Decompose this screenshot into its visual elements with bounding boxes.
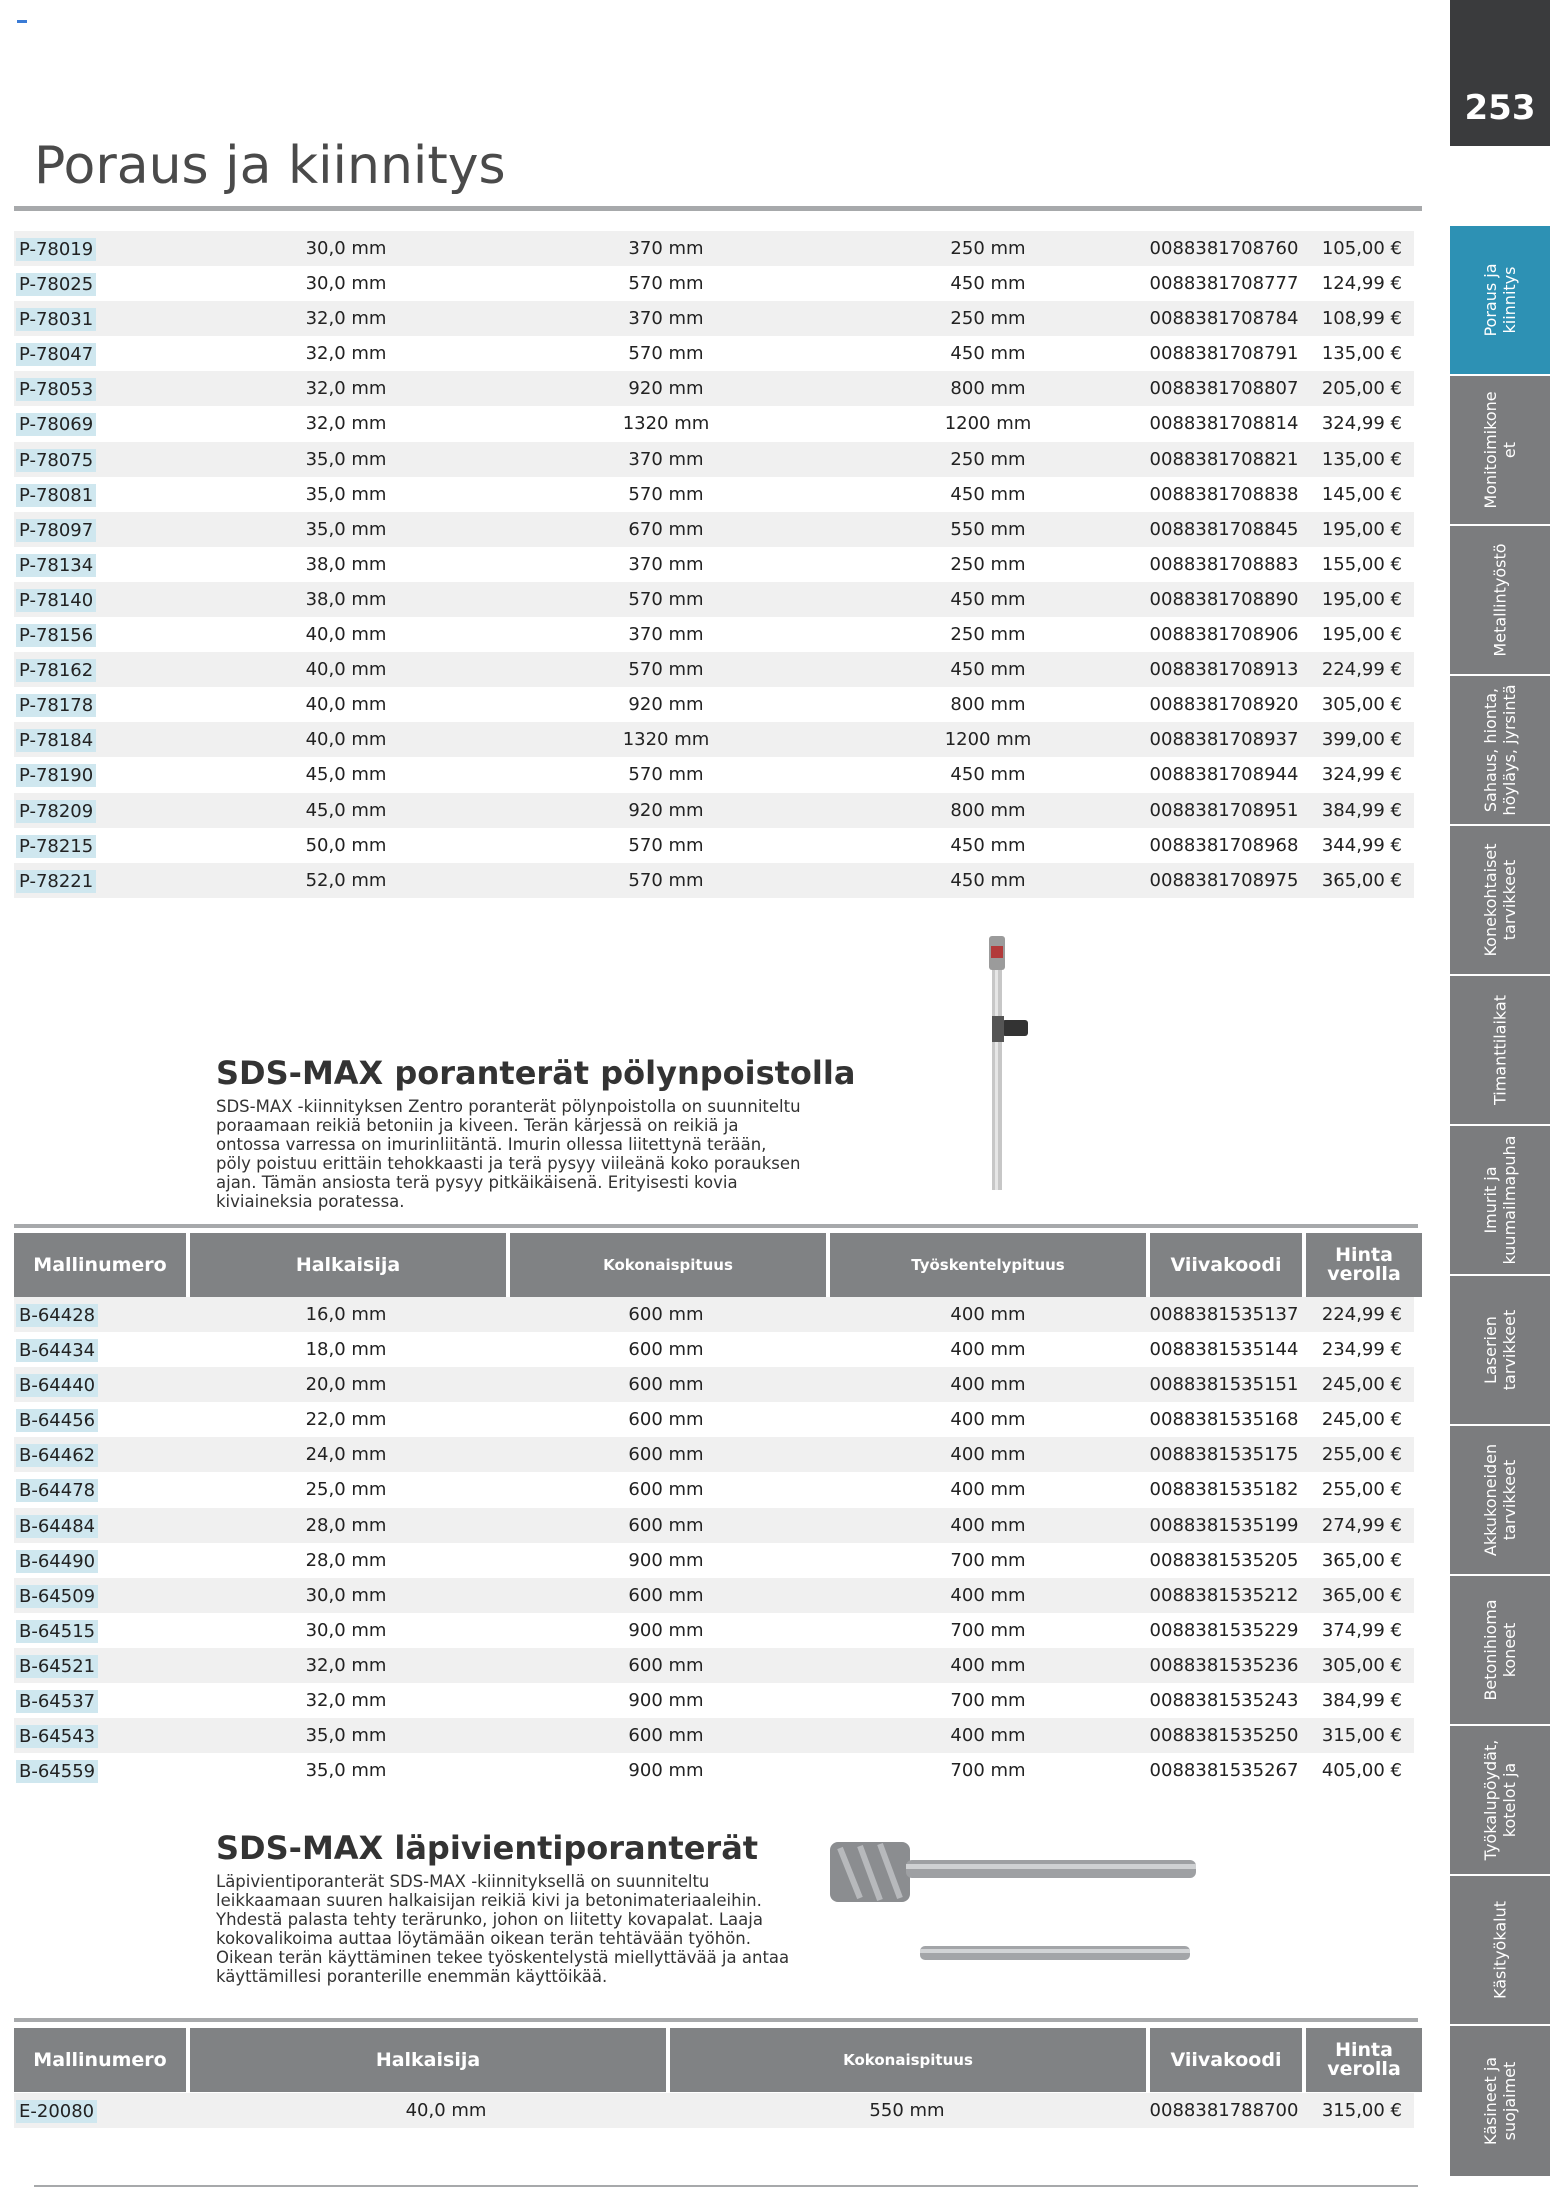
table-row [14,547,1414,582]
price-cell: 245,00 € [1321,1409,1402,1431]
price-cell: 108,99 € [1321,308,1402,330]
table-row [14,406,1414,441]
table-cell: 400 mm [950,1409,1026,1431]
page-number: 253 [1464,88,1536,128]
model-number: B-64440 [16,1374,98,1397]
table-cell: 0088381708821 [1149,448,1299,470]
table-cell: 450 mm [950,343,1026,365]
side-tab-label: Sahaus, hionta, höyläys, jyrsintä [1481,684,1519,816]
table-cell: 600 mm [628,1339,704,1361]
table-3-body [14,2093,1414,2128]
table-cell: 0088381535229 [1149,1619,1299,1641]
price-cell: 374,99 € [1321,1619,1402,1641]
table-cell: 800 mm [950,378,1026,400]
table-row [14,1613,1414,1648]
table-cell: 0088381535182 [1149,1479,1299,1501]
price-cell: 195,00 € [1321,624,1402,646]
table-cell: 0088381708777 [1149,273,1299,295]
table-cell: 0088381788700 [1149,2100,1299,2121]
model-number: B-64456 [16,1409,98,1432]
table-cell: 35,0 mm [305,448,387,470]
table-row [14,582,1414,617]
model-number: E-20080 [16,2100,97,2123]
table-cell: 600 mm [628,1479,704,1501]
table-cell: 400 mm [950,1514,1026,1536]
table-cell: 570 mm [628,764,704,786]
side-tab-9[interactable] [1450,1426,1550,1574]
model-number: P-78190 [16,764,96,787]
page-number-box [1450,0,1550,146]
table-cell: 0088381708883 [1149,553,1299,575]
table-cell: 570 mm [628,834,704,856]
price-cell: 195,00 € [1321,588,1402,610]
side-tab-5[interactable] [1450,826,1550,974]
table-row [14,1683,1414,1718]
model-number: B-64434 [16,1339,98,1362]
model-number: B-64484 [16,1515,98,1538]
table-cell: 24,0 mm [305,1444,387,1466]
table-cell: 700 mm [950,1690,1026,1712]
price-cell: 135,00 € [1321,448,1402,470]
model-number: P-78025 [16,273,96,296]
table-cell: 20,0 mm [305,1374,387,1396]
table-cell: 0088381535168 [1149,1409,1299,1431]
table-cell: 30,0 mm [305,238,387,259]
price-cell: 324,99 € [1321,764,1402,786]
table-cell: 40,0 mm [305,694,387,716]
section-2-title: SDS-MAX poranterät pölynpoistolla [216,1054,856,1092]
model-number: B-64543 [16,1725,98,1748]
price-cell: 324,99 € [1321,413,1402,435]
table-cell: 0088381708906 [1149,624,1299,646]
table-cell: 900 mm [628,1760,704,1782]
model-number: B-64521 [16,1655,98,1678]
table-cell: 600 mm [628,1444,704,1466]
table-cell: 700 mm [950,1549,1026,1571]
table-cell: 600 mm [628,1304,704,1325]
table-row [14,301,1414,336]
table-cell: 600 mm [628,1725,704,1747]
table-cell: 18,0 mm [305,1339,387,1361]
column-header: Mallinumero [14,2028,186,2092]
side-tab-label: Konekohtaiset tarvikkeet [1481,843,1519,957]
table-cell: 0088381708760 [1149,238,1299,259]
table-cell: 22,0 mm [305,1409,387,1431]
table-cell: 450 mm [950,764,1026,786]
table-cell: 600 mm [628,1584,704,1606]
table-cell: 38,0 mm [305,588,387,610]
table-cell: 30,0 mm [305,273,387,295]
table-cell: 700 mm [950,1760,1026,1782]
table-cell: 40,0 mm [305,659,387,681]
table-cell: 450 mm [950,483,1026,505]
table-cell: 920 mm [628,378,704,400]
price-cell: 255,00 € [1321,1479,1402,1501]
table-cell: 0088381708838 [1149,483,1299,505]
table-cell: 0088381708951 [1149,799,1299,821]
table-row [14,652,1414,687]
model-number: P-78156 [16,624,96,647]
side-tab-label: Monitoimikone et [1481,391,1519,509]
table-cell: 670 mm [628,518,704,540]
side-tab-label: Käsineet ja suojaimet [1481,2056,1519,2146]
table-cell: 35,0 mm [305,518,387,540]
side-tab-label: Käsityökalut [1490,1901,1510,1999]
table-cell: 32,0 mm [305,343,387,365]
table-cell: 25,0 mm [305,1479,387,1501]
table-cell: 0088381708784 [1149,308,1299,330]
price-cell: 315,00 € [1321,2100,1402,2121]
model-number: B-64537 [16,1690,98,1713]
table-cell: 0088381708814 [1149,413,1299,435]
column-header: Hinta verolla [1306,2028,1422,2092]
column-header: Kokonaispituus [670,2028,1146,2092]
table-cell: 570 mm [628,483,704,505]
table-cell: 400 mm [950,1654,1026,1676]
side-tab-label: Poraus ja kiinnitys [1481,263,1519,337]
table-cell: 0088381535151 [1149,1374,1299,1396]
table-cell: 1200 mm [944,729,1032,751]
model-number: P-78178 [16,694,96,717]
table-cell: 32,0 mm [305,378,387,400]
table-cell: 250 mm [950,238,1026,259]
table-cell: 16,0 mm [305,1304,387,1325]
model-number: P-78053 [16,378,96,401]
table-cell: 450 mm [950,273,1026,295]
table-cell: 30,0 mm [305,1584,387,1606]
price-cell: 274,99 € [1321,1514,1402,1536]
price-cell: 405,00 € [1321,1760,1402,1782]
table-row [14,231,1414,266]
table-cell: 1320 mm [622,729,710,751]
table-row [14,1648,1414,1683]
side-tab-label: Imurit ja kuumailmapuha [1481,1135,1519,1265]
table-cell: 370 mm [628,624,704,646]
column-header: Halkaisija [190,1233,506,1297]
table-row [14,757,1414,792]
model-number: P-78069 [16,413,96,436]
table-cell: 400 mm [950,1339,1026,1361]
model-number: B-64462 [16,1444,98,1467]
table-cell: 0088381535199 [1149,1514,1299,1536]
side-tab-label: Timanttilaikat [1490,994,1510,1106]
side-tab-label: Laserien tarvikkeet [1481,1309,1519,1391]
table-cell: 52,0 mm [305,869,387,891]
side-tab-12[interactable] [1450,1876,1550,2024]
model-number: P-78221 [16,870,96,893]
table-cell: 400 mm [950,1479,1026,1501]
table-cell: 32,0 mm [305,1690,387,1712]
table-row [14,1508,1414,1543]
table-cell: 35,0 mm [305,1760,387,1782]
model-number: P-78162 [16,659,96,682]
table-cell: 570 mm [628,588,704,610]
table-cell: 600 mm [628,1409,704,1431]
side-tab-3[interactable] [1450,526,1550,674]
table-cell: 32,0 mm [305,413,387,435]
column-header: Mallinumero [14,1233,186,1297]
side-tab-label: Metallintyöstö [1490,543,1510,657]
table-cell: 900 mm [628,1549,704,1571]
price-cell: 365,00 € [1321,1584,1402,1606]
price-cell: 234,99 € [1321,1339,1402,1361]
table-cell: 0088381708913 [1149,659,1299,681]
table-cell: 700 mm [950,1619,1026,1641]
table-cell: 370 mm [628,553,704,575]
side-tab-label: Akkukoneiden tarvikkeet [1481,1443,1519,1557]
table-cell: 250 mm [950,448,1026,470]
table-row [14,1402,1414,1437]
table-cell: 550 mm [950,518,1026,540]
price-cell: 124,99 € [1321,273,1402,295]
section-3-title: SDS-MAX läpivientiporanterät [216,1829,759,1867]
column-header: Viivakoodi [1150,1233,1302,1297]
table-row [14,687,1414,722]
table-row [14,1543,1414,1578]
price-cell: 145,00 € [1321,483,1402,505]
table-cell: 1200 mm [944,413,1032,435]
table-cell: 400 mm [950,1584,1026,1606]
table-cell: 450 mm [950,588,1026,610]
model-number: B-64490 [16,1550,98,1573]
side-tab-10[interactable] [1450,1576,1550,1724]
table-cell: 370 mm [628,308,704,330]
table-cell: 40,0 mm [405,2100,487,2121]
table-cell: 0088381535267 [1149,1760,1299,1782]
table-cell: 0088381535175 [1149,1444,1299,1466]
table-cell: 35,0 mm [305,1725,387,1747]
column-header: Kokonaispituus [510,1233,826,1297]
price-cell: 315,00 € [1321,1725,1402,1747]
model-number: P-78047 [16,343,96,366]
table-cell: 0088381708807 [1149,378,1299,400]
model-number: B-64428 [16,1304,98,1327]
table-cell: 370 mm [628,238,704,259]
model-number: B-64559 [16,1760,98,1783]
column-header: Viivakoodi [1150,2028,1302,2092]
table-row [14,2093,1414,2128]
section-3-description: Läpivientiporanterät SDS-MAX -kiinnityksellä on suunniteltu leikkaamaan suuren halkaisijan reikiä kivi ja betonimateriaaleihin. Yhdestä palasta tehty terärunko, johon on liitetty kovapalat. Laaja kokovalikoima auttaa löytämään oikean terän tehtävään työhön. Oikean terän käyttäminen tekee työskentelystä miellyttävää ja antaa käyttämillesi poranterille enemmän käyttöikää. [216,1872,790,1986]
price-cell: 305,00 € [1321,694,1402,716]
table-cell: 400 mm [950,1444,1026,1466]
model-number: B-64478 [16,1479,98,1502]
table-cell: 400 mm [950,1374,1026,1396]
price-cell: 365,00 € [1321,1549,1402,1571]
bottom-divider [34,2185,1418,2187]
table-cell: 45,0 mm [305,799,387,821]
table-cell: 35,0 mm [305,483,387,505]
side-tab-2[interactable] [1450,376,1550,524]
price-cell: 399,00 € [1321,729,1402,751]
table-cell: 800 mm [950,694,1026,716]
table-2-top-divider [14,1224,1418,1228]
table-cell: 0088381535137 [1149,1304,1299,1325]
table-cell: 900 mm [628,1619,704,1641]
table-row [14,793,1414,828]
model-number: B-64515 [16,1620,98,1643]
table-cell: 570 mm [628,273,704,295]
table-cell: 570 mm [628,343,704,365]
table-1-body [14,231,1414,898]
table-row [14,1578,1414,1613]
model-number: P-78081 [16,484,96,507]
table-cell: 0088381535205 [1149,1549,1299,1571]
price-cell: 305,00 € [1321,1654,1402,1676]
side-tab-7[interactable] [1450,1126,1550,1274]
table-cell: 0088381535250 [1149,1725,1299,1747]
price-cell: 255,00 € [1321,1444,1402,1466]
table-cell: 450 mm [950,659,1026,681]
table-cell: 45,0 mm [305,764,387,786]
model-number: P-78184 [16,729,96,752]
section-2-description: SDS-MAX -kiinnityksen Zentro poranterät pölynpoistolla on suunniteltu poraamaan reikiä betoniin ja kiveen. Terän kärjessä on reikiä ja ontossa varressa on imurinliitäntä. Imurin ollessa liitettynä terään, pöly poistuu erittäin tehokkaasti ja terä pysyy viileänä koko porauksen ajan. Tämän ansiosta terä pysyy pitkäikäisenä. Erityisesti kovia kiviaineksia poratessa. [216,1097,801,1211]
table-row [14,477,1414,512]
table-cell: 0088381708937 [1149,729,1299,751]
side-tab-4[interactable] [1450,676,1550,824]
model-number: P-78140 [16,589,96,612]
table-row [14,828,1414,863]
table-row [14,617,1414,652]
table-cell: 32,0 mm [305,1654,387,1676]
column-header: Hinta verolla [1306,1233,1422,1297]
table-row [14,1367,1414,1402]
model-number: P-78134 [16,554,96,577]
model-number: P-78075 [16,449,96,472]
table-row [14,266,1414,301]
side-tab-13[interactable] [1450,2026,1550,2176]
table-cell: 250 mm [950,553,1026,575]
table-cell: 600 mm [628,1374,704,1396]
model-number: B-64509 [16,1585,98,1608]
table-cell: 30,0 mm [305,1619,387,1641]
table-cell: 400 mm [950,1304,1026,1325]
title-divider [14,206,1422,211]
table-cell: 32,0 mm [305,308,387,330]
table-cell: 0088381535144 [1149,1339,1299,1361]
price-cell: 195,00 € [1321,518,1402,540]
side-tab-label: Betonihioma koneet [1481,1599,1519,1701]
table-cell: 800 mm [950,799,1026,821]
table-row [14,442,1414,477]
table-row [14,1332,1414,1367]
price-cell: 205,00 € [1321,378,1402,400]
table-row [14,1718,1414,1753]
table-row [14,1297,1414,1332]
model-number: P-78209 [16,800,96,823]
dust-extraction-drill-bit-image [975,932,1045,1192]
table-cell: 0088381535243 [1149,1690,1299,1712]
table-cell: 920 mm [628,694,704,716]
table-3-top-divider [14,2018,1418,2022]
table-cell: 0088381535212 [1149,1584,1299,1606]
table-cell: 40,0 mm [305,624,387,646]
table-cell: 28,0 mm [305,1514,387,1536]
table-row [14,371,1414,406]
price-cell: 105,00 € [1321,238,1402,259]
table-cell: 40,0 mm [305,729,387,751]
price-cell: 365,00 € [1321,869,1402,891]
column-header: Halkaisija [190,2028,666,2092]
table-cell: 250 mm [950,308,1026,330]
side-tab-6[interactable] [1450,976,1550,1124]
table-cell: 250 mm [950,624,1026,646]
price-cell: 245,00 € [1321,1374,1402,1396]
table-cell: 450 mm [950,869,1026,891]
table-cell: 0088381535236 [1149,1654,1299,1676]
table-cell: 570 mm [628,659,704,681]
price-cell: 384,99 € [1321,1690,1402,1712]
model-number: P-78097 [16,519,96,542]
table-cell: 600 mm [628,1514,704,1536]
price-cell: 344,99 € [1321,834,1402,856]
table-row [14,512,1414,547]
table-row [14,1472,1414,1507]
price-cell: 135,00 € [1321,343,1402,365]
table-cell: 550 mm [869,2100,945,2121]
core-drill-bit-image [820,1828,1220,1978]
table-cell: 0088381708944 [1149,764,1299,786]
side-tab-label: Työkalupöydät, kotelot ja [1481,1739,1519,1861]
table-cell: 450 mm [950,834,1026,856]
side-tab-11[interactable] [1450,1726,1550,1874]
price-cell: 224,99 € [1321,659,1402,681]
table-cell: 900 mm [628,1690,704,1712]
table-cell: 0088381708968 [1149,834,1299,856]
table-cell: 28,0 mm [305,1549,387,1571]
table-2-body [14,1297,1414,1788]
table-cell: 920 mm [628,799,704,821]
table-cell: 0088381708975 [1149,869,1299,891]
side-tab-1[interactable] [1450,226,1550,374]
table-cell: 50,0 mm [305,834,387,856]
table-cell: 0088381708845 [1149,518,1299,540]
price-cell: 384,99 € [1321,799,1402,821]
table-cell: 38,0 mm [305,553,387,575]
table-cell: 1320 mm [622,413,710,435]
corner-marker [17,20,27,23]
table-row [14,1753,1414,1788]
model-number: P-78215 [16,835,96,858]
table-cell: 570 mm [628,869,704,891]
price-cell: 155,00 € [1321,553,1402,575]
table-cell: 0088381708920 [1149,694,1299,716]
model-number: P-78031 [16,308,96,331]
page-title: Poraus ja kiinnitys [34,136,506,196]
table-cell: 0088381708890 [1149,588,1299,610]
price-cell: 224,99 € [1321,1304,1402,1325]
table-row [14,863,1414,898]
table-cell: 0088381708791 [1149,343,1299,365]
model-number: P-78019 [16,238,96,261]
table-cell: 400 mm [950,1725,1026,1747]
side-tab-8[interactable] [1450,1276,1550,1424]
column-header: Työskentelypituus [830,1233,1146,1297]
table-cell: 370 mm [628,448,704,470]
table-row [14,722,1414,757]
table-row [14,1437,1414,1472]
table-row [14,336,1414,371]
table-cell: 600 mm [628,1654,704,1676]
